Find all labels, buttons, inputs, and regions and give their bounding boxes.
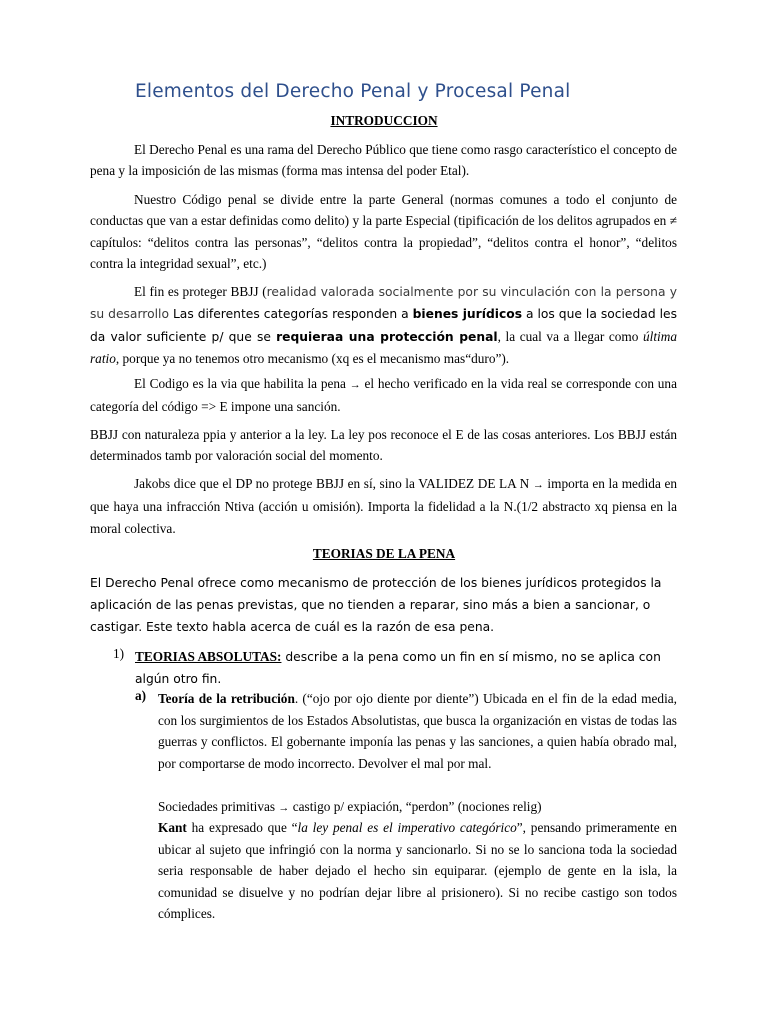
line2-a: Sociedades primitivas xyxy=(158,799,279,814)
arrow-icon: → xyxy=(532,479,544,491)
paragraph-jakobs xyxy=(90,473,677,539)
paragraph-codigo-penal: Nuestro Código penal se divide entre la parte General (normas comunes a todo el conjunto de conductas que van a estar definidas como delito) y la parte Especial (tipificación de los delitos agrupados en ≠ capítulos: “delitos contra las personas”, “delitos contra la propiedad”, “delitos contra el honor”, “delitos contra la integridad sexual”, etc.) xyxy=(90,192,677,272)
sub-item-retribucion xyxy=(158,688,677,774)
paragraph-bbjj-naturaleza: BBJJ con naturaleza ppia y anterior a la ley. La ley pos reconoce el E de las cosas anteriores. Los BBJJ están determinados tamb por valoración social del momento. xyxy=(90,427,677,464)
list1-text: describe a la pena como un fin en sí mismo, no se aplica con algún otro fin. xyxy=(135,650,661,686)
list-number: 1) xyxy=(113,646,125,661)
kant-quote: la ley penal es el imperativo categórico xyxy=(297,820,517,835)
sub-a-label: Teoría de la retribución xyxy=(158,691,295,706)
introduccion-heading: INTRODUCCION xyxy=(330,113,438,128)
kant-b: ”, pensando primeramente en ubicar al sujeto que infringió con la norma y sancionarlo. Si no se lo sanciona toda la sociedad seria responsable de haber dejado el hecho sin equiparar. (ejemplo de gente en la isla, la comunidad se disuelve y no podrían dejar libre al prisionero). Si no recibe castigo son todos cómplices. xyxy=(158,820,677,922)
sub-a-text: . (“ojo por ojo diente por diente”) Ubicada en el fin de la edad media, con los surgimientos de los Estados Absolutistas, que busca la organización en vistas de todas las guerras y conflictos. El gobernante imponía las penas y las sanciones, a quien había obrado mal, por comportarse de modo incorrecto. Devolver el mal por mal. xyxy=(158,691,677,771)
list1-label: TEORIAS ABSOLUTAS: xyxy=(135,649,282,664)
p3-g: , la cual va a llegar como xyxy=(497,328,644,344)
p3-b: realidad valorada socialmente por su vinculación con la persona y su desarrollo xyxy=(90,285,677,322)
p4-b: el hecho verificado en la vida real se corresponde con una categoría del código => E impone una sanción. xyxy=(90,376,677,415)
p6-a: Jakobs dice que el DP no protege BBJJ en sí, sino la VALIDEZ DE LA N xyxy=(134,476,533,491)
arrow-icon: → xyxy=(349,379,361,391)
p3-e: a los que la sociedad les da valor suficiente p/ que se xyxy=(90,307,677,344)
kant-name: Kant xyxy=(158,820,187,835)
arrow-icon: → xyxy=(278,802,290,814)
p3-a: El fin es proteger BBJJ ( xyxy=(134,284,267,299)
paragraph-teorias-intro: El Derecho Penal ofrece como mecanismo de protección de los bienes jurídicos protegidos la aplicación de las penas previstas, que no tienden a reparar, sino más a bien a sancionar, o castigar. Este texto habla acerca de cuál es la razón de esa pena. xyxy=(90,576,662,634)
teorias-heading: TEORIAS DE LA PENA xyxy=(312,546,456,561)
line2-b: castigo p/ expiación, “perdon” (nociones relig) xyxy=(289,799,542,814)
kant-a: ha expresado que “ xyxy=(186,820,298,835)
paragraph-codigo-via xyxy=(90,373,677,418)
paragraph-kant xyxy=(158,817,677,925)
sub-letter: a) xyxy=(135,688,147,703)
p3-c: Las diferentes categorías responden a xyxy=(168,307,413,322)
p3-h: última ratio xyxy=(90,328,677,367)
p3-f: requieraa una protección penal xyxy=(276,329,498,344)
paragraph-fin-bbjj xyxy=(90,281,677,370)
p4-a: El Codigo es la via que habilita la pena xyxy=(134,376,350,391)
p3-d: bienes jurídicos xyxy=(412,307,523,322)
paragraph-derecho-penal: El Derecho Penal es una rama del Derecho Público que tiene como rasgo característico el concepto de pena y la imposición de las mismas (forma mas intensa del poder Etal). xyxy=(90,142,677,179)
p3-i: , porque ya no tenemos otro mecanismo (xq es el mecanismo mas“duro”). xyxy=(115,351,510,367)
list-item-teorias-absolutas xyxy=(135,646,677,690)
document-title: Elementos del Derecho Penal y Procesal Penal xyxy=(135,81,571,102)
p6-b: importa en la medida en que haya una infracción Ntiva (acción u omisión). Importa la fidelidad a la N.(1/2 abstracto xq piensa en la moral colectiva. xyxy=(90,476,677,536)
